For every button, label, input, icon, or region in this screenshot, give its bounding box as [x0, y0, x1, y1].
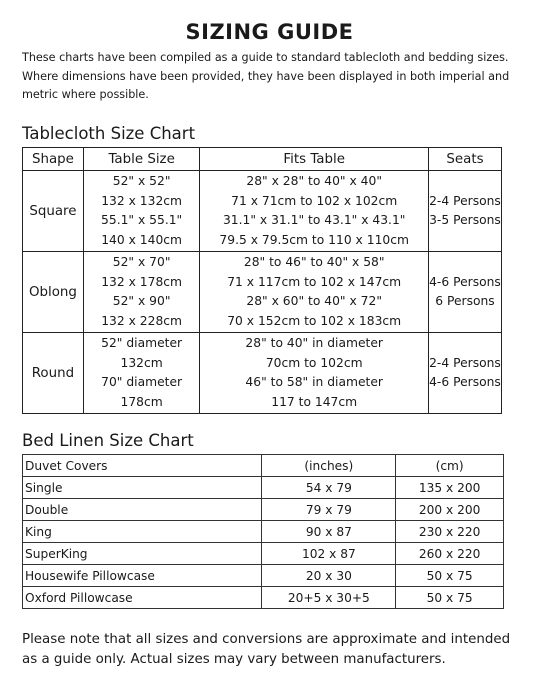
- header-table-size: Table Size: [83, 148, 200, 171]
- size-line: 132cm: [120, 355, 163, 370]
- size-line: 55.1" x 55.1": [101, 213, 183, 227]
- page-title: SIZING GUIDE: [185, 20, 354, 44]
- item-name-cell: Oxford Pillowcase: [23, 587, 262, 609]
- bed-linen-size-table: [22, 454, 504, 609]
- size-line: 52" x 90": [112, 294, 171, 308]
- seats-line: 6 Persons: [435, 294, 495, 308]
- table-header-row: [23, 455, 504, 477]
- shape-cell: Oblong: [23, 252, 84, 333]
- fits-line: 28" to 40" in diameter: [245, 336, 383, 350]
- size-line: 132 x 178cm: [101, 274, 183, 289]
- table-row: [23, 565, 504, 587]
- fits-line: 46" to 58" in diameter: [245, 375, 383, 389]
- size-line: 52" x 52": [112, 174, 171, 188]
- table-row: [23, 252, 502, 333]
- size-line: 132 x 132cm: [101, 193, 183, 208]
- cm-cell: 50 x 75: [396, 565, 504, 587]
- shape-cell: Round: [23, 333, 84, 414]
- fits-line: 28" x 60" to 40" x 72": [246, 294, 382, 308]
- size-line: 178cm: [120, 394, 163, 409]
- header-shape: Shape: [23, 148, 84, 171]
- fits-line: 71 x 117cm to 102 x 147cm: [227, 274, 402, 289]
- shape-cell: Square: [23, 171, 84, 252]
- fits-line: 31.1" x 31.1" to 43.1" x 43.1": [222, 213, 406, 227]
- table-row: [23, 521, 504, 543]
- seats-line: 3-5 Persons: [429, 213, 501, 227]
- seats-line: 2-4 Persons: [429, 193, 501, 208]
- size-line: 140 x 140cm: [101, 232, 183, 247]
- seats-cell: [428, 171, 501, 252]
- header-duvet-covers: Duvet Covers: [23, 455, 262, 477]
- size-line: 70" diameter: [101, 375, 183, 389]
- table-row: [23, 587, 504, 609]
- fits-line: 28" x 28" to 40" x 40": [246, 174, 382, 188]
- cm-cell: 50 x 75: [396, 587, 504, 609]
- cm-cell: 260 x 220: [396, 543, 504, 565]
- item-name-cell: SuperKing: [23, 543, 262, 565]
- fits-line: 79.5 x 79.5cm to 110 x 110cm: [219, 232, 409, 247]
- seats-line: 4-6 Persons: [429, 274, 501, 289]
- inches-cell: 20 x 30: [262, 565, 396, 587]
- table-size-cell: [83, 171, 200, 252]
- table-row: [23, 171, 502, 252]
- table-row: [23, 543, 504, 565]
- seats-cell: [428, 333, 501, 414]
- seats-line: 4-6 Persons: [429, 375, 501, 389]
- header-cm: (cm): [396, 455, 504, 477]
- tablecloth-size-table: [22, 147, 502, 414]
- table-size-cell: [83, 333, 200, 414]
- fits-table-cell: [200, 252, 429, 333]
- seats-line: 2-4 Persons: [429, 355, 501, 370]
- item-name-cell: Housewife Pillowcase: [23, 565, 262, 587]
- table-row: [23, 499, 504, 521]
- fits-table-cell: [200, 333, 429, 414]
- table-header-row: [23, 148, 502, 171]
- table-row: [23, 477, 504, 499]
- fits-line: 117 to 147cm: [271, 394, 358, 409]
- fits-line: 70 x 152cm to 102 x 183cm: [227, 313, 402, 328]
- bed-linen-chart-title: Bed Linen Size Chart: [22, 431, 194, 450]
- tablecloth-chart-title: Tablecloth Size Chart: [22, 124, 196, 143]
- inches-cell: 54 x 79: [262, 477, 396, 499]
- fits-line: 70cm to 102cm: [265, 355, 363, 370]
- inches-cell: 102 x 87: [262, 543, 396, 565]
- item-name-cell: King: [23, 521, 262, 543]
- inches-cell: 90 x 87: [262, 521, 396, 543]
- seats-cell: [428, 252, 501, 333]
- item-name-cell: Double: [23, 499, 262, 521]
- disclaimer-note: Please note that all sizes and conversions are approximate and intended as a guide only. Actual sizes may vary between manufacturers.: [22, 632, 511, 667]
- header-inches: (inches): [262, 455, 396, 477]
- fits-table-cell: [200, 171, 429, 252]
- size-line: 52" diameter: [101, 336, 183, 350]
- intro-paragraph: These charts have been compiled as a guide to standard tablecloth and bedding sizes. Where dimensions have been provided, they have been displayed in both imperial and metric where possible.: [22, 51, 510, 101]
- size-line: 52" x 70": [112, 255, 171, 269]
- fits-line: 71 x 71cm to 102 x 102cm: [231, 193, 398, 208]
- table-size-cell: [83, 252, 200, 333]
- cm-cell: 230 x 220: [396, 521, 504, 543]
- inches-cell: 20+5 x 30+5: [262, 587, 396, 609]
- header-fits-table: Fits Table: [200, 148, 429, 171]
- table-row: [23, 333, 502, 414]
- fits-line: 28" to 46" to 40" x 58": [243, 255, 385, 269]
- inches-cell: 79 x 79: [262, 499, 396, 521]
- size-line: 132 x 228cm: [101, 313, 183, 328]
- cm-cell: 135 x 200: [396, 477, 504, 499]
- item-name-cell: Single: [23, 477, 262, 499]
- header-seats: Seats: [428, 148, 501, 171]
- cm-cell: 200 x 200: [396, 499, 504, 521]
